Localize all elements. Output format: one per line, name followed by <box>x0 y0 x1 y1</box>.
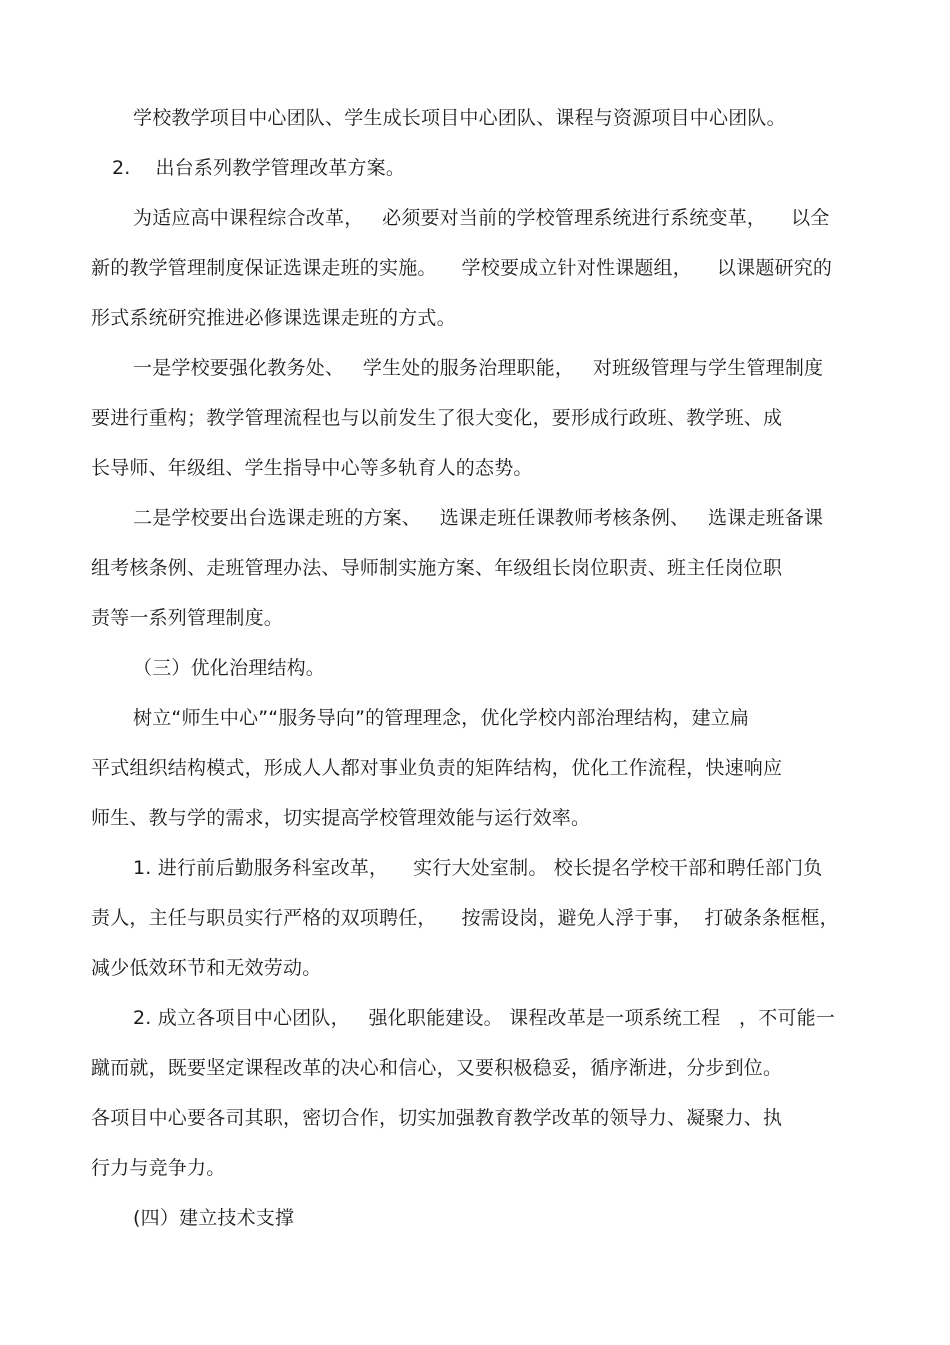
text-line-16: 1. 进行前后勤服务科室改革， 实行大处室制。 校长提名学校干部和聘任部门负 <box>133 857 823 879</box>
text-line-20: 蹴而就，既要坚定课程改革的决心和信心，又要积极稳妥，循序渐进，分步到位。 <box>91 1057 783 1079</box>
text-line-8: 长导师、年级组、学生指导中心等多轨育人的态势。 <box>91 457 533 479</box>
text-line-3: 为适应高中课程综合改革， 必须要对当前的学校管理系统进行系统变革， 以全 <box>133 207 830 229</box>
text-line-22: 行力与竞争力。 <box>91 1157 226 1179</box>
text-line-9: 二是学校要出台选课走班的方案、 选课走班任课教师考核条例、 选课走班备课 <box>133 507 824 529</box>
section-heading-3: （三）优化治理结构。 <box>133 657 326 679</box>
text-line-13: 树立“师生中心”“服务导向”的管理理念，优化学校内部治理结构，建立扁 <box>133 707 750 729</box>
text-line-19: 2. 成立各项目中心团队， 强化职能建设。 课程改革是一项系统工程 ，不可能一 <box>133 1007 836 1029</box>
text-line-1: 学校教学项目中心团队、学生成长项目中心团队、课程与资源项目中心团队。 <box>133 107 786 129</box>
text-line-5: 形式系统研究推进必修课选课走班的方式。 <box>91 307 456 329</box>
text-line-6: 一是学校要强化教务处、 学生处的服务治理职能， 对班级管理与学生管理制度 <box>133 357 824 379</box>
text-line-21: 各项目中心要各司其职，密切合作，切实加强教育教学改革的领导力、凝聚力、执 <box>91 1107 783 1129</box>
text-line-4: 新的教学管理制度保证选课走班的实施。 学校要成立针对性课题组， 以课题研究的 <box>91 257 833 279</box>
section-heading-4: (四）建立技术支撑 <box>133 1207 295 1229</box>
text-line-7: 要进行重构；教学管理流程也与以前发生了很大变化，要形成行政班、教学班、成 <box>91 407 783 429</box>
text-line-11: 责等一系列管理制度。 <box>91 607 284 629</box>
text-line-14: 平式组织结构模式，形成人人都对事业负责的矩阵结构，优化工作流程，快速响应 <box>91 757 783 779</box>
text-line-18: 减少低效环节和无效劳动。 <box>91 957 322 979</box>
text-line-17: 责人，主任与职员实行严格的双项聘任， 按需设岗，避免人浮于事， 打破条条框框， <box>91 907 839 929</box>
text-line-2: 2. 出台系列教学管理改革方案。 <box>112 157 406 179</box>
text-line-15: 师生、教与学的需求，切实提高学校管理效能与运行效率。 <box>91 807 591 829</box>
text-line-10: 组考核条例、走班管理办法、导师制实施方案、年级组长岗位职责、班主任岗位职 <box>91 557 783 579</box>
